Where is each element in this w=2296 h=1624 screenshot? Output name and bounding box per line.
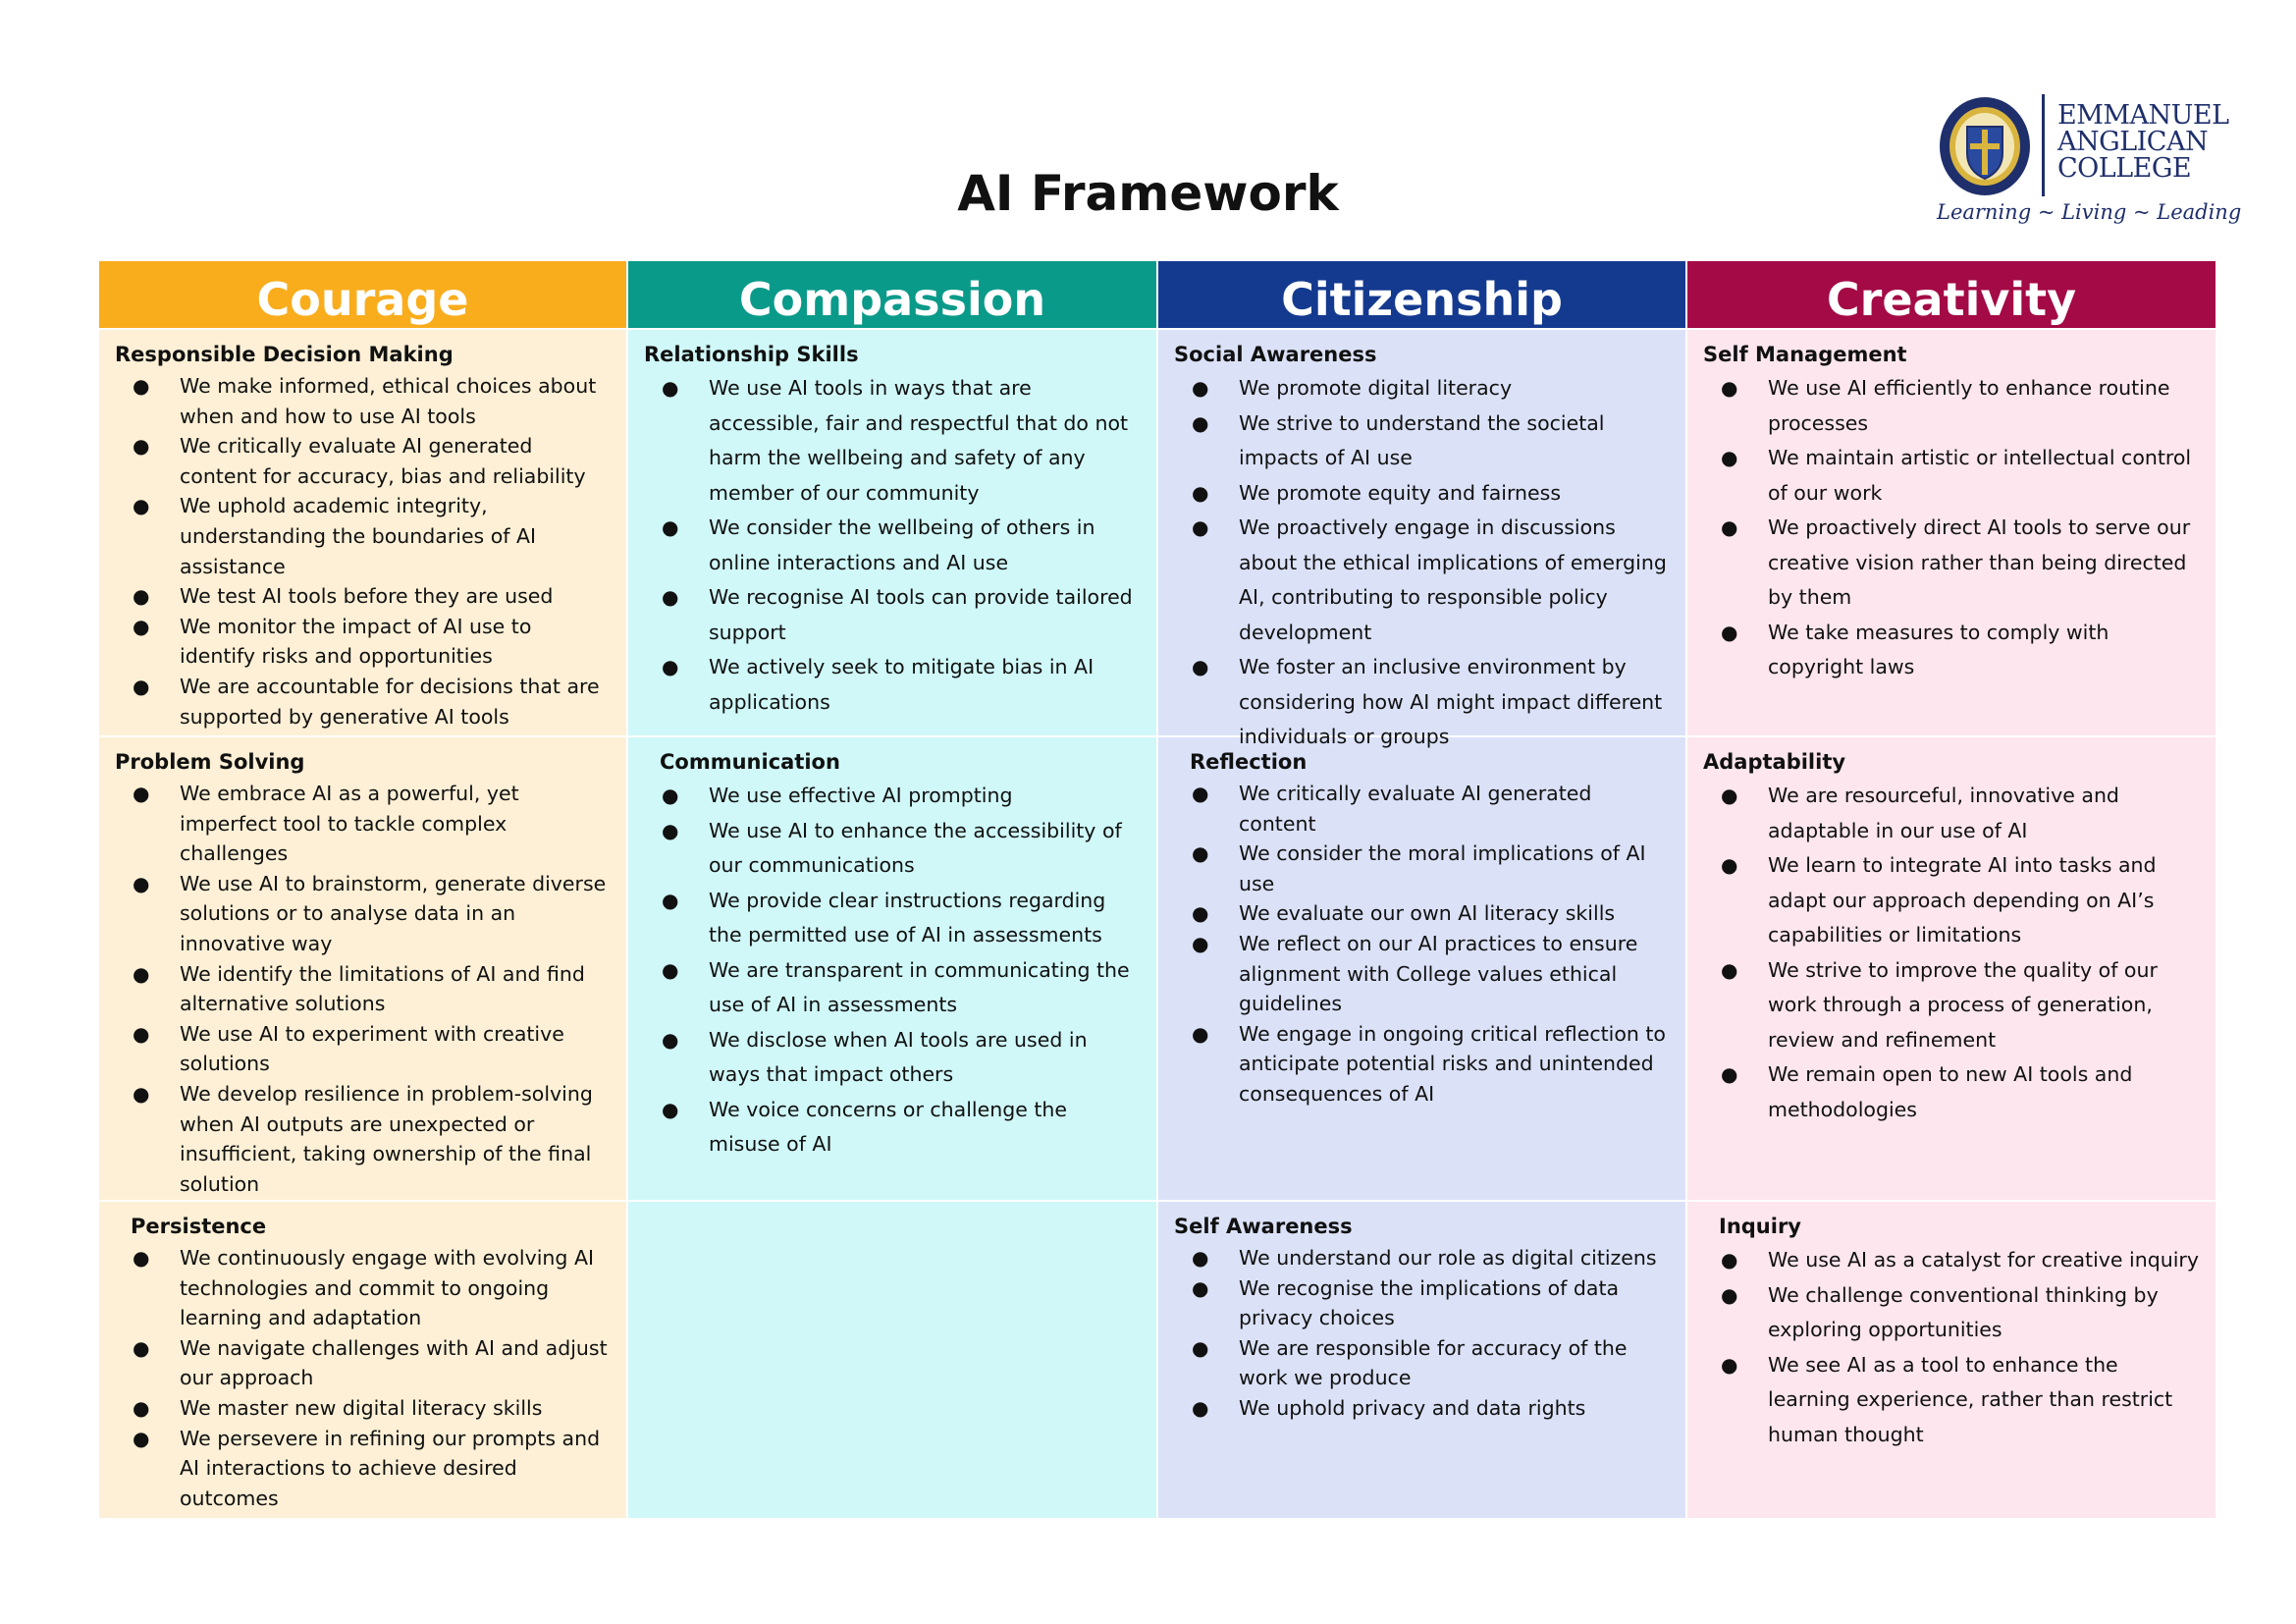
list-item (115, 1333, 613, 1393)
list-item (1174, 371, 1672, 406)
list-item (644, 1093, 1143, 1163)
bullet-icon: ● (133, 1246, 150, 1270)
point-text: We consider the moral implications of AI use (1239, 841, 1646, 895)
point-text: We foster an inclusive environment by considering how AI might impact different individuals or groups (1239, 655, 1663, 748)
bullet-icon: ● (1192, 782, 1209, 805)
point-text: We strive to understand the societal impacts of AI use (1239, 410, 1605, 469)
bullet-icon: ● (133, 1021, 150, 1046)
bullet-icon: ● (1192, 655, 1209, 678)
framework-cell (1158, 735, 1687, 1200)
list-item (115, 371, 613, 431)
point-text: We see AI as a tool to enhance the learning experience, rather than restrict human thought (1768, 1352, 2173, 1446)
bullet-icon: ● (133, 494, 150, 518)
point-text: We proactively direct AI tools to serve our creative vision rather than being directed by them (1768, 515, 2191, 609)
point-text: We persevere in refining our prompts and AI interactions to achieve desired outcomes (180, 1426, 601, 1510)
bullet-icon: ● (662, 376, 679, 400)
point-text: We identify the limitations of AI and find alternative solutions (180, 961, 585, 1016)
point-text: We use effective AI prompting (709, 784, 1013, 807)
bullet-icon: ● (133, 782, 150, 805)
point-text: We promote equity and fairness (1239, 480, 1561, 505)
point-text: We recognise the implications of data privacy choices (1239, 1275, 1620, 1330)
bullet-icon: ● (662, 1027, 679, 1052)
point-text: We use AI to experiment with creative solutions (180, 1021, 564, 1076)
framework-cell (1158, 328, 1687, 748)
bullet-icon: ● (1721, 1352, 1738, 1377)
column-heading-courage: Courage (99, 261, 628, 328)
point-text: We understand our role as digital citizens (1239, 1246, 1657, 1270)
column-heading-citizenship: Citizenship (1158, 261, 1687, 328)
section-title: Relationship Skills (644, 343, 859, 366)
framework-cell (1158, 1200, 1687, 1518)
bullet-icon: ● (133, 1426, 150, 1450)
bullet-icon: ● (1721, 1282, 1738, 1307)
list-item (115, 491, 613, 581)
section-points (115, 779, 613, 1199)
point-text: We use AI efficiently to enhance routine processes (1768, 376, 2170, 435)
bullet-icon: ● (1721, 853, 1738, 877)
bullet-icon: ● (1192, 931, 1209, 955)
list-item (1703, 1278, 2202, 1348)
list-item (1703, 1057, 2202, 1127)
list-item (644, 650, 1143, 720)
list-item (644, 1023, 1143, 1093)
bullet-icon: ● (662, 585, 679, 609)
list-item (1703, 441, 2202, 511)
bullet-icon: ● (662, 784, 679, 807)
point-text: We voice concerns or challenge the misuse of AI (709, 1097, 1068, 1156)
list-item (115, 1079, 613, 1199)
section-points (1703, 1243, 2202, 1452)
bullet-icon: ● (1192, 841, 1209, 866)
list-item (115, 431, 613, 491)
list-item (1174, 1019, 1672, 1110)
section-points (1703, 779, 2202, 1127)
point-text: We are resourceful, innovative and adaptable in our use of AI (1768, 784, 2119, 842)
list-item (1703, 1348, 2202, 1453)
list-item (644, 884, 1143, 953)
point-text: We promote digital literacy (1239, 376, 1513, 400)
list-item (1703, 779, 2202, 848)
section-title: Self Awareness (1174, 1215, 1353, 1238)
point-text: We navigate challenges with AI and adjust our approach (180, 1335, 608, 1390)
list-item (1174, 839, 1672, 898)
section-title: Persistence (131, 1215, 267, 1238)
list-item (115, 1424, 613, 1514)
point-text: We critically evaluate AI generated content (1239, 782, 1592, 836)
list-item (1174, 406, 1672, 476)
point-text: We learn to integrate AI into tasks and adapt our approach depending on AI’s capabilities or limitations (1768, 853, 2157, 947)
bullet-icon: ● (1192, 515, 1209, 539)
bullet-icon: ● (1192, 480, 1209, 505)
bullet-icon: ● (1721, 515, 1738, 539)
point-text: We critically evaluate AI generated content for accuracy, bias and reliability (180, 434, 586, 488)
section-title: Communication (660, 750, 840, 774)
section-points (115, 371, 613, 731)
list-item (1703, 953, 2202, 1058)
point-text: We evaluate our own AI literacy skills (1239, 901, 1616, 926)
framework-cell (628, 1200, 1158, 1518)
section-points (644, 371, 1143, 720)
bullet-icon: ● (1192, 1335, 1209, 1360)
framework-cell (628, 328, 1158, 735)
framework-cell (1687, 1200, 2217, 1518)
bullet-icon: ● (1192, 376, 1209, 400)
section-points (1174, 1243, 1672, 1424)
list-item (1174, 1243, 1672, 1273)
bullet-icon: ● (133, 961, 150, 986)
list-item (115, 612, 613, 672)
bullet-icon: ● (1721, 376, 1738, 400)
college-name-line: EMMANUEL (2057, 100, 2229, 131)
list-item (1174, 1393, 1672, 1424)
list-item (644, 814, 1143, 884)
list-item (1174, 476, 1672, 512)
list-item (644, 580, 1143, 650)
bullet-icon: ● (133, 374, 150, 398)
bullet-icon: ● (662, 888, 679, 912)
framework-cell (628, 735, 1158, 1200)
bullet-icon: ● (1192, 901, 1209, 926)
bullet-icon: ● (133, 614, 150, 638)
point-text: We recognise AI tools can provide tailored support (709, 585, 1133, 644)
point-text: We disclose when AI tools are used in ways that impact others (709, 1027, 1088, 1086)
point-text: We monitor the impact of AI use to identify risks and opportunities (180, 614, 532, 669)
point-text: We use AI tools in ways that are accessible, fair and respectful that do not harm the wellbeing and safety of any member of our community (709, 376, 1129, 505)
framework-cell (1687, 735, 2217, 1200)
framework-cell (1687, 328, 2217, 735)
list-item (1703, 371, 2202, 441)
point-text: We proactively engage in discussions about the ethical implications of emerging AI, contributing to responsible policy development (1239, 515, 1667, 644)
list-item (115, 1019, 613, 1079)
point-text: We take measures to comply with copyright laws (1768, 620, 2109, 678)
point-text: We are responsible for accuracy of the work we produce (1239, 1335, 1628, 1390)
bullet-icon: ● (662, 957, 679, 982)
point-text: We use AI to enhance the accessibility of our communications (709, 818, 1122, 877)
list-item (1703, 1243, 2202, 1278)
bullet-icon: ● (662, 1097, 679, 1121)
section-points (1174, 779, 1672, 1110)
bullet-icon: ● (1721, 784, 1738, 807)
section-title: Adaptability (1703, 750, 1846, 774)
list-item (1174, 779, 1672, 839)
point-text: We master new digital literacy skills (180, 1395, 543, 1420)
list-item (1174, 1333, 1672, 1393)
list-item (115, 779, 613, 869)
page-title: AI Framework (957, 165, 1339, 222)
bullet-icon: ● (133, 1335, 150, 1360)
list-item (644, 779, 1143, 814)
list-item (644, 953, 1143, 1023)
column-heading-creativity: Creativity (1687, 261, 2217, 328)
list-item (1703, 616, 2202, 685)
section-points (1703, 371, 2202, 685)
point-text: We strive to improve the quality of our work through a process of generation, review and refinement (1768, 957, 2158, 1052)
section-title: Inquiry (1719, 1215, 1801, 1238)
bullet-icon: ● (133, 1395, 150, 1420)
bullet-icon: ● (662, 818, 679, 842)
section-points (1174, 371, 1672, 755)
list-item (644, 511, 1143, 580)
point-text: We uphold privacy and data rights (1239, 1395, 1586, 1420)
list-item (1703, 848, 2202, 953)
section-title: Responsible Decision Making (115, 343, 454, 366)
bullet-icon: ● (1721, 1248, 1738, 1272)
section-title: Problem Solving (115, 750, 305, 774)
point-text: We provide clear instructions regarding the permitted use of AI in assessments (709, 888, 1106, 947)
bullet-icon: ● (1192, 1021, 1209, 1046)
point-text: We test AI tools before they are used (180, 584, 554, 609)
point-text: We continuously engage with evolving AI technologies and commit to ongoing learning and adaptation (180, 1246, 595, 1330)
point-text: We reflect on our AI practices to ensure alignment with College values ethical guidelines (1239, 931, 1638, 1016)
section-points (644, 779, 1143, 1163)
section-title: Social Awareness (1174, 343, 1377, 366)
list-item (1174, 898, 1672, 929)
point-text: We use AI as a catalyst for creative inquiry (1768, 1248, 2199, 1272)
list-item (1703, 511, 2202, 616)
bullet-icon: ● (1721, 957, 1738, 982)
section-title: Self Management (1703, 343, 1907, 366)
framework-cell (99, 1200, 628, 1518)
column-heading-compassion: Compassion (628, 261, 1158, 328)
bullet-icon: ● (133, 1081, 150, 1106)
point-text: We remain open to new AI tools and methodologies (1768, 1062, 2133, 1121)
point-text: We maintain artistic or intellectual control of our work (1768, 446, 2192, 505)
point-text: We engage in ongoing critical reflection to anticipate potential risks and unintended consequences of AI (1239, 1021, 1666, 1106)
bullet-icon: ● (1192, 1275, 1209, 1300)
bullet-icon: ● (133, 871, 150, 895)
list-item (1174, 650, 1672, 755)
college-name-line: COLLEGE (2057, 153, 2192, 184)
section-points (115, 1243, 613, 1513)
bullet-icon: ● (1192, 410, 1209, 435)
point-text: We embrace AI as a powerful, yet imperfect tool to tackle complex challenges (180, 782, 519, 866)
point-text: We develop resilience in problem-solving when AI outputs are unexpected or insufficient, taking ownership of the final solution (180, 1081, 593, 1196)
framework-table (99, 261, 2217, 1518)
point-text: We actively seek to mitigate bias in AI applications (709, 655, 1095, 714)
bullet-icon: ● (133, 674, 150, 698)
college-name-line: ANGLICAN (2057, 127, 2209, 157)
bullet-icon: ● (662, 655, 679, 678)
section-title: Reflection (1190, 750, 1308, 774)
framework-cell (99, 735, 628, 1200)
point-text: We use AI to brainstorm, generate diverse solutions or to analyse data in an innovative way (180, 871, 607, 955)
list-item (115, 959, 613, 1019)
framework-cell (99, 328, 628, 735)
bullet-icon: ● (1192, 1246, 1209, 1270)
point-text: We are transparent in communicating the use of AI in assessments (709, 957, 1130, 1016)
bullet-icon: ● (662, 515, 679, 539)
college-tagline: Learning ~ Living ~ Leading (1937, 200, 2242, 224)
bullet-icon: ● (1192, 1395, 1209, 1420)
point-text: We are accountable for decisions that are supported by generative AI tools (180, 674, 600, 729)
point-text: We consider the wellbeing of others in online interactions and AI use (709, 515, 1095, 574)
list-item (115, 581, 613, 612)
list-item (644, 371, 1143, 511)
bullet-icon: ● (1721, 446, 1738, 469)
list-item (1174, 929, 1672, 1019)
point-text: We make informed, ethical choices about when and how to use AI tools (180, 374, 597, 428)
point-text: We challenge conventional thinking by exploring opportunities (1768, 1282, 2159, 1341)
list-item (115, 1243, 613, 1333)
list-item (115, 869, 613, 959)
list-item (115, 1393, 613, 1424)
bullet-icon: ● (133, 434, 150, 459)
point-text: We uphold academic integrity, understanding the boundaries of AI assistance (180, 494, 537, 578)
list-item (1174, 1273, 1672, 1333)
bullet-icon: ● (1721, 620, 1738, 644)
list-item (115, 672, 613, 731)
bullet-icon: ● (1721, 1062, 1738, 1086)
list-item (1174, 511, 1672, 650)
bullet-icon: ● (133, 584, 150, 609)
